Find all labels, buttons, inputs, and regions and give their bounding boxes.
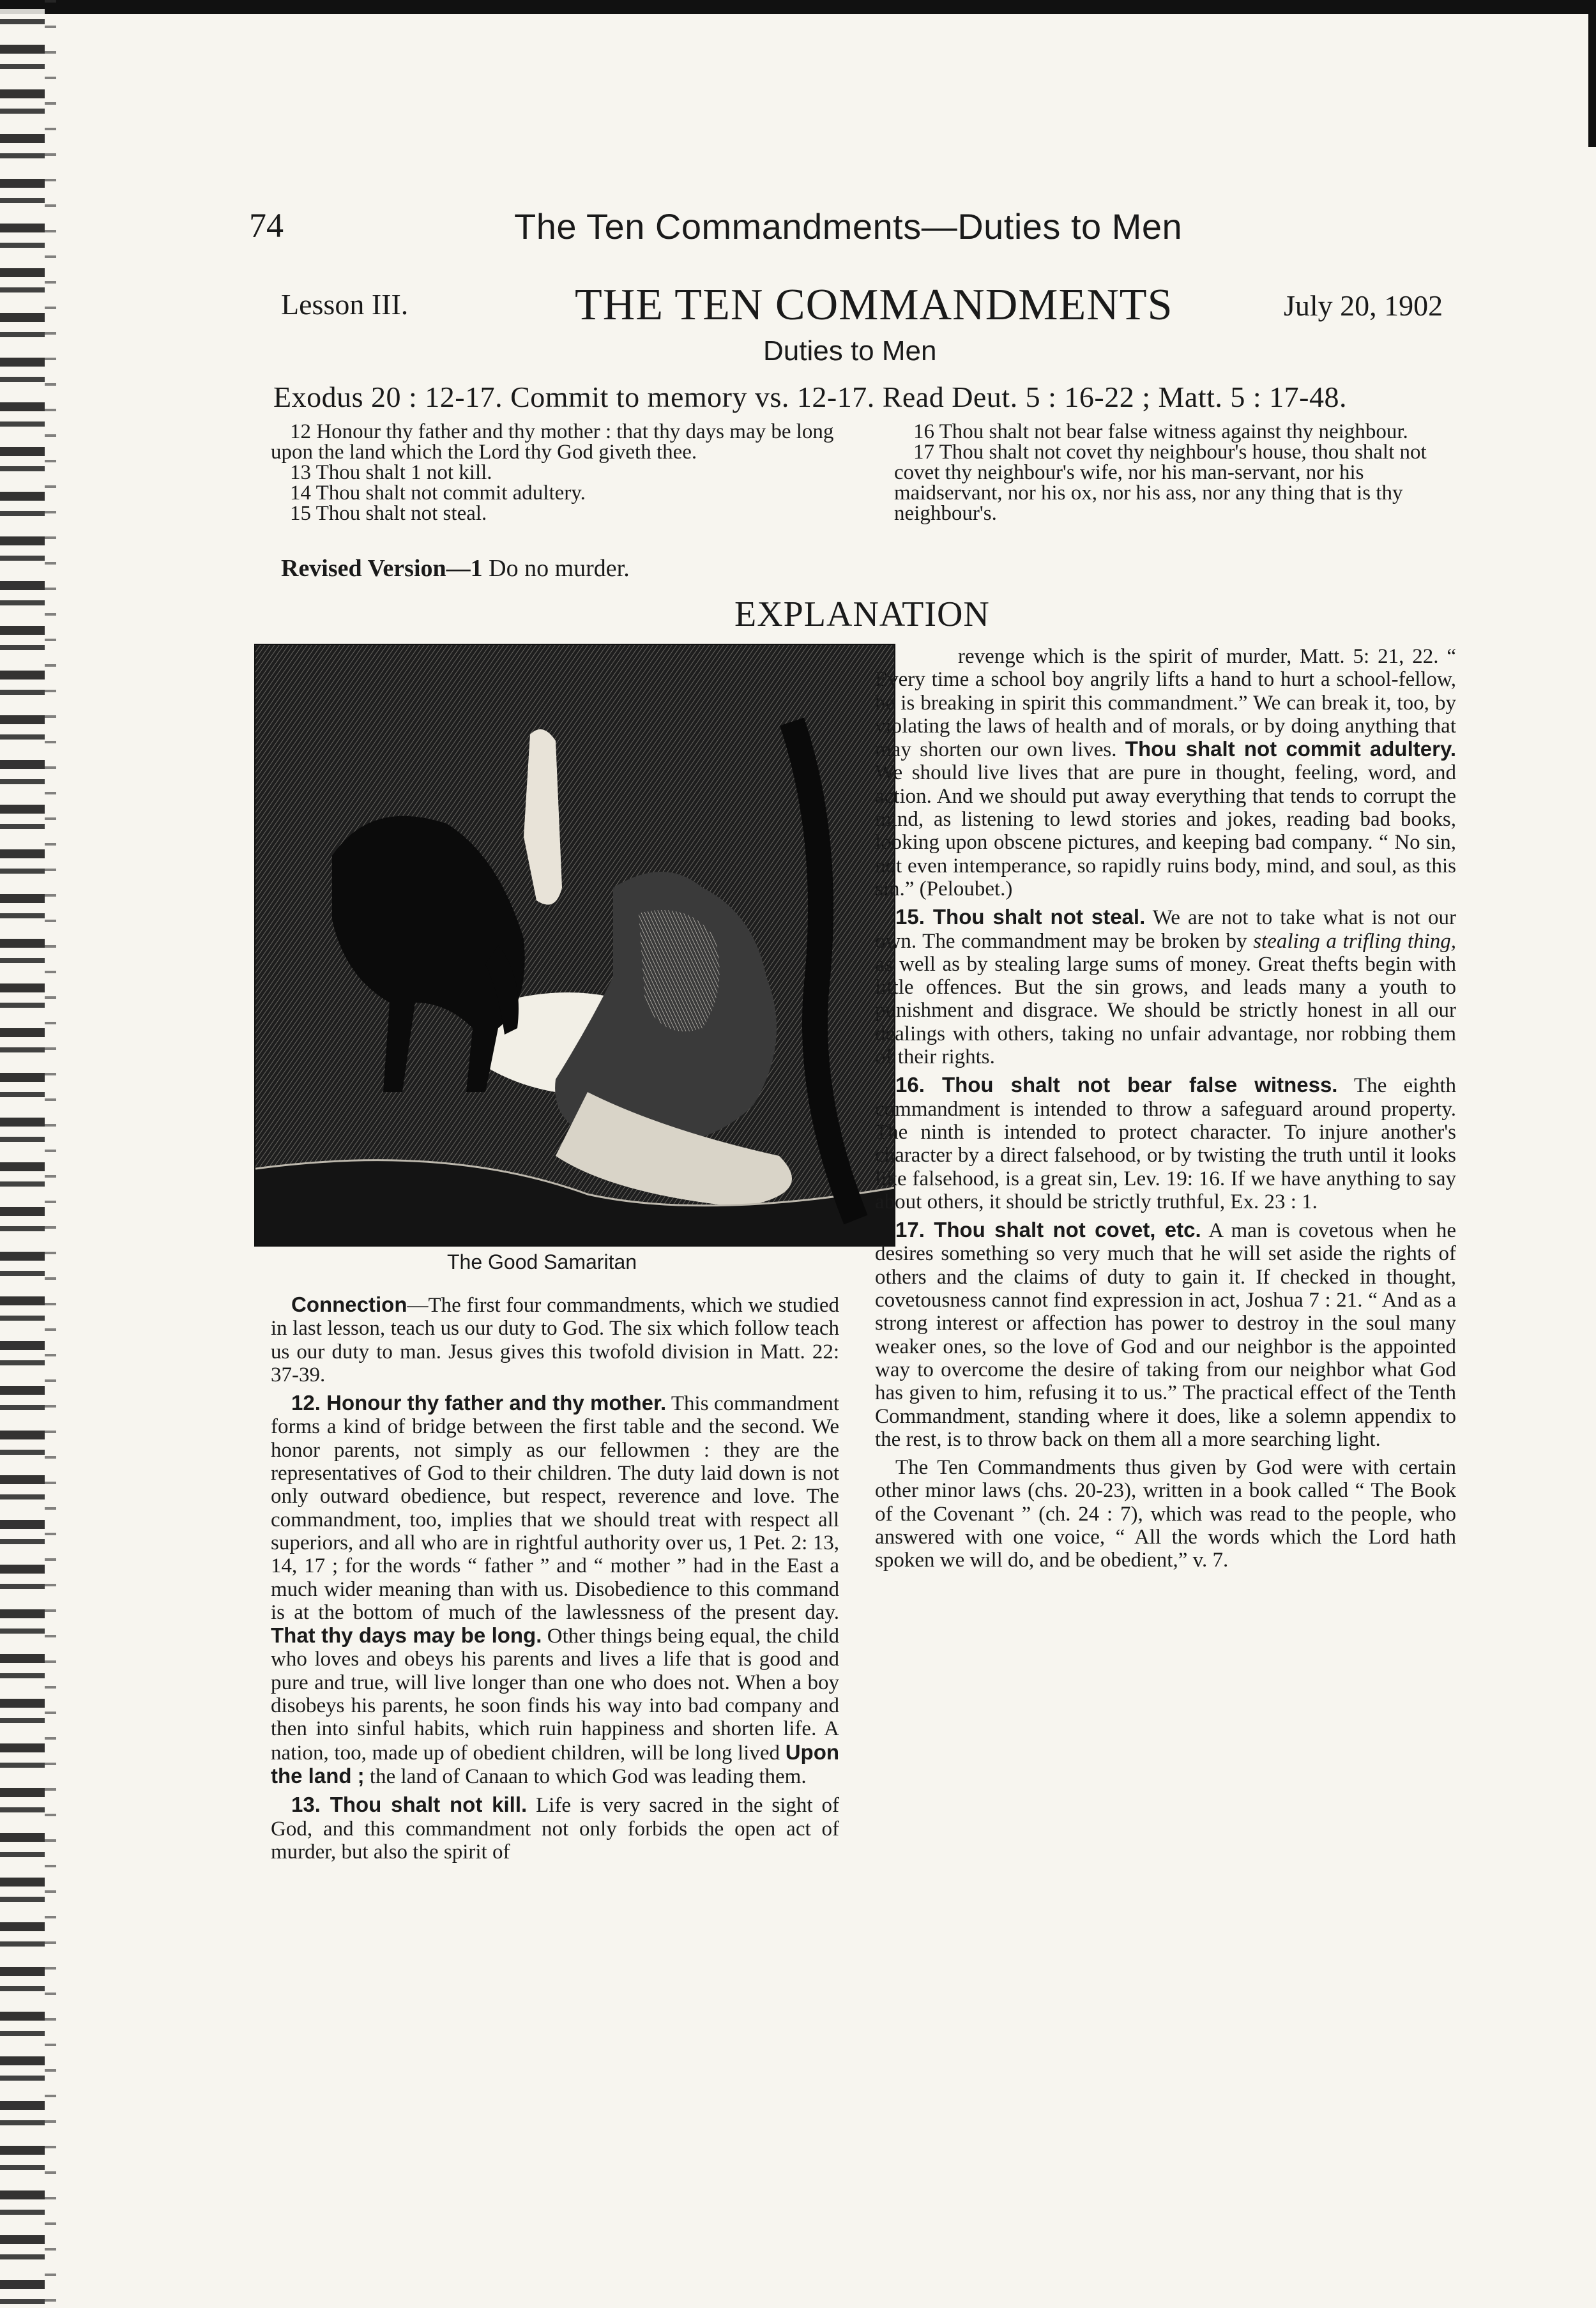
connection-paragraph <box>271 1293 839 1386</box>
scan-edge-right <box>1588 0 1596 147</box>
continued-text: revenge which is the spirit of murder, Matt. 5: 21, 22. “ Every time a school boy angrily lifts a hand to hurt a school-fellow, he is breaking in spirit this commandment.” We can break it, too, by violating the laws of health and of morals, or by doing anything that may shorten our own lives. <box>875 645 1456 762</box>
verse-13-text: Life is very sacred in the sight of God, and this commandment not only forbids the open act of murder, but also the spirit of <box>271 1794 839 1864</box>
engraving-image <box>255 645 894 1245</box>
verse-12-land-text: the land of Canaan to which God was leading them. <box>364 1765 807 1788</box>
verse-12-text: This commandment forms a kind of bridge between the first table and the second. We honor parents, not simply as our fellowmen : they are the representatives of God to their children. The duty laid down is not only outward obedience, but respect, reverence and love. The commandment, too, implies that we should treat with respect all superiors, and all who are in rightful authority over us, 1 Pet. 2: 13, 14, 17 ; for the words “ father ” and “ mother ” had in the East a much wider meaning than with us. Disobedience to this command is at the bottom of much of the lawlessness of the present day. <box>271 1392 840 1624</box>
verse-12-days-label: That thy days may be long. <box>271 1623 542 1648</box>
verse-12-days-text: Other things being equal, the child who loves and obeys his parents and lives a life that is good and pure and true, will live longer than one who does not. When a boy disobeys his parents, he soon finds his way into bad company and then into sinful habits, which ruin happiness and shorten life. A nation, too, made up of obedient children, will be long lived <box>271 1625 839 1765</box>
explanation-heading: EXPLANATION <box>734 595 990 634</box>
verse-16-text: The eighth commandment is intended to throw a safeguard around property. The ninth is intended to protect character. To injure another's character by a direct falsehood, or by twisting the truth until it looks like falsehood, is a great sin, Lev. 19: 16. If we have anything to say about others, it should be strictly truthful, Ex. 23 : 1. <box>875 1074 1456 1213</box>
left-column-text <box>271 1293 839 1869</box>
lesson-date: July 20, 1902 <box>1284 289 1443 322</box>
scripture-reference: Exodus 20 : 12-17. Commit to memory vs. 12-17. Read Deut. 5 : 16-22 ; Matt. 5 : 17-48. <box>273 381 1347 413</box>
connection-label: Connection <box>291 1293 407 1316</box>
verse-12-paragraph <box>271 1392 839 1788</box>
scan-edge-top <box>0 0 1596 14</box>
connection-text: —The first four commandments, which we studied in last lesson, teach us our duty to God. The six which follow teach us our duty to man. Jesus gives this twofold division in Matt. 22: 37-39. <box>271 1294 839 1386</box>
good-samaritan-illustration <box>254 644 895 1247</box>
verse-13-paragraph <box>271 1793 839 1864</box>
right-column-text <box>875 645 1456 1577</box>
illustration-caption: The Good Samaritan <box>447 1250 637 1273</box>
verse-16-paragraph <box>875 1074 1456 1213</box>
verse-15-text-b: as well as by stealing large sums of money. Great thefts begin with little offences. But the sin grows, and leads many a youth to punishment and disgrace. We should be strictly honest in all our dealings with others, taking no unfair advantage, nor robbing them of their rights. <box>875 952 1456 1069</box>
verse-15-paragraph <box>875 906 1456 1068</box>
revised-version-note <box>281 554 630 582</box>
closing-paragraph: The Ten Commandments thus given by God were with certain other minor laws (chs. 20-23), written in a book called “ The Book of the Covenant ” (ch. 24 : 7), which was read to the people, who answered with one voice, “ All the words which the Lord hath spoken we will do, and be obedient,” v. 7. <box>875 1456 1456 1572</box>
continued-paragraph <box>875 645 1456 900</box>
scan-edge-left-speckle <box>45 0 56 2308</box>
scan-edge-left <box>0 0 45 2308</box>
verse-14-text: We should live lives that are pure in thought, feeling, word, and action. And we should put away everything that tends to corrupt the mind, as listening to lewd stories and jokes, reading bad books, looking upon obscene pictures, and keeping bad company. “ No sin, not even intemperance, so rapidly ruins body, mind, and soul, as this sin.” (Peloubet.) <box>875 761 1456 900</box>
page-number: 74 <box>249 206 284 245</box>
verse-13-label: 13. Thou shalt not kill. <box>291 1793 528 1817</box>
page-title: THE TEN COMMANDMENTS <box>575 280 1173 330</box>
verse-12: 12 Honour thy father and thy mother : that thy days may be long upon the land which the Lord thy God giveth thee. <box>271 420 834 464</box>
verse-15-label: 15. Thou shalt not steal. <box>895 905 1146 929</box>
verse-17-paragraph <box>875 1219 1456 1451</box>
verse-13: 13 Thou shalt 1 not kill. <box>290 461 492 484</box>
lesson-label: Lesson III. <box>281 288 409 321</box>
verse-17-text: A man is covetous when he desires something so very much that he will set aside the rights of others and the claims of duty to gain it. If checked in thought, covetousness cannot find expression in act, Joshua 7 : 21. “ And as a strong interest or affection has power to destroy in the soul many weaker ones, so the love of God and our neighbor is the appointed way to overcome the desire of taking from our neighbor what God has given to him, refusing it to us.” The practical effect of the Tenth Commandment, standing where it does, like a solemn appendix to the rest, is to throw back on them all a more searching light. <box>875 1219 1456 1451</box>
revised-version-label: Revised Version—1 <box>281 555 483 582</box>
verse-15-text-a: We are not to take what is not our own. The commandment may be broken by <box>875 906 1457 953</box>
verse-14-label: Thou shalt not commit adultery. <box>1125 737 1457 761</box>
verse-17-label: 17. Thou shalt not covet, etc. <box>895 1218 1201 1242</box>
verse-15: 15 Thou shalt not steal. <box>290 502 487 525</box>
verse-15-italic: stealing a trifling thing, <box>1253 929 1456 953</box>
verse-12-label: 12. Honour thy father and thy mother. <box>291 1391 667 1415</box>
verse-16-label: 16. Thou shalt not bear false witness. <box>895 1073 1338 1097</box>
verses-left-column <box>271 421 846 524</box>
revised-version-text: Do no murder. <box>482 555 630 582</box>
verse-16: 16 Thou shalt not bear false witness against thy neighbour. <box>913 420 1408 443</box>
verse-12-land-label: Upon the land ; <box>271 1740 840 1788</box>
verse-14: 14 Thou shalt not commit adultery. <box>290 482 586 505</box>
verse-17: 17 Thou shalt not covet thy neighbour's house, thou shalt not covet thy neighbour's wife, nor his man-servant, nor his maidservant, nor his ox, nor his ass, nor any thing that is thy neighbour's. <box>894 441 1427 525</box>
running-head: The Ten Commandments—Duties to Men <box>514 206 1183 247</box>
subtitle: Duties to Men <box>763 335 937 367</box>
verses-right-column <box>894 421 1456 524</box>
